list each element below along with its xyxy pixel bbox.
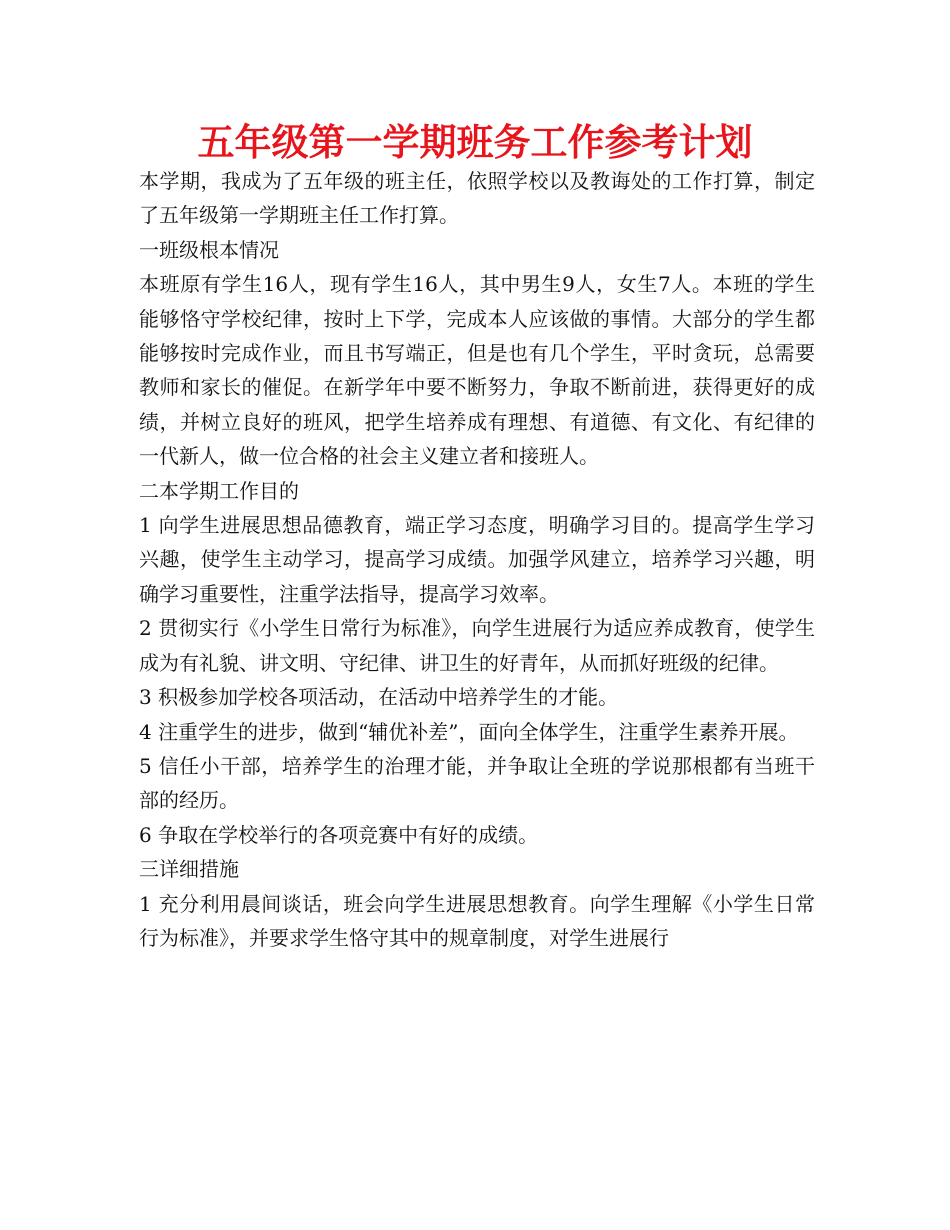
document-title: 五年级第一学期班务工作参考计划 — [197, 121, 753, 164]
document-body — [139, 164, 815, 955]
goal-item-5: 5 信任小干部，培养学生的治理才能，并争取让全班的学说那根都有当班干部的经历。 — [139, 753, 815, 813]
goal-item-3: 3 积极参加学校各项活动，在活动中培养学生的才能。 — [139, 685, 619, 710]
goal-item-1: 1 向学生进展思想品德教育，端正学习态度，明确学习目的。提高学生学习兴趣，使学生主动学习，提高学习成绩。加强学风建立，培养学习兴趣，明确学习重要性，注重学法指导，提高学习效率。 — [139, 513, 815, 606]
class-situation-paragraph: 本班原有学生16人，现有学生16人，其中男生9人，女生7人。本班的学生能够恪守学校纪律，按时上下学，完成本人应该做的事情。大部分的学生都能够按时完成作业，而且书写端正，但是也有几个学生，平时贪玩，总需要教师和家长的催促。在新学年中要不断努力，争取不断前进，获得更好的成绩，并树立良好的班风，把学生培养成有理想、有道德、有文化、有纪律的一代新人，做一位合格的社会主义建立者和接班人。 — [139, 272, 815, 469]
intro-paragraph: 本学期，我成为了五年级的班主任，依照学校以及教诲处的工作打算，制定了五年级第一学期班主任工作打算。 — [139, 169, 815, 228]
section-heading-3: 三详细措施 — [139, 857, 239, 882]
section-heading-2: 二本学期工作目的 — [139, 478, 299, 503]
goal-item-2: 2 贯彻实行《小学生日常行为标准》，向学生进展行为适应养成教育，使学生成为有礼貌、讲文明、守纪律、讲卫生的好青年，从而抓好班级的纪律。 — [139, 616, 815, 675]
measure-item-1: 1 充分利用晨间谈话，班会向学生进展思想教育。向学生理解《小学生日常行为标准》，并要求学生恪守其中的规章制度，对学生进展行 — [139, 891, 815, 950]
goal-item-6: 6 争取在学校举行的各项竞赛中有好的成绩。 — [139, 822, 539, 847]
goal-item-4: 4 注重学生的进步，做到“辅优补差”，面向全体学生，注重学生素养开展。 — [139, 719, 799, 744]
section-heading-1: 一班级根本情况 — [139, 237, 279, 262]
